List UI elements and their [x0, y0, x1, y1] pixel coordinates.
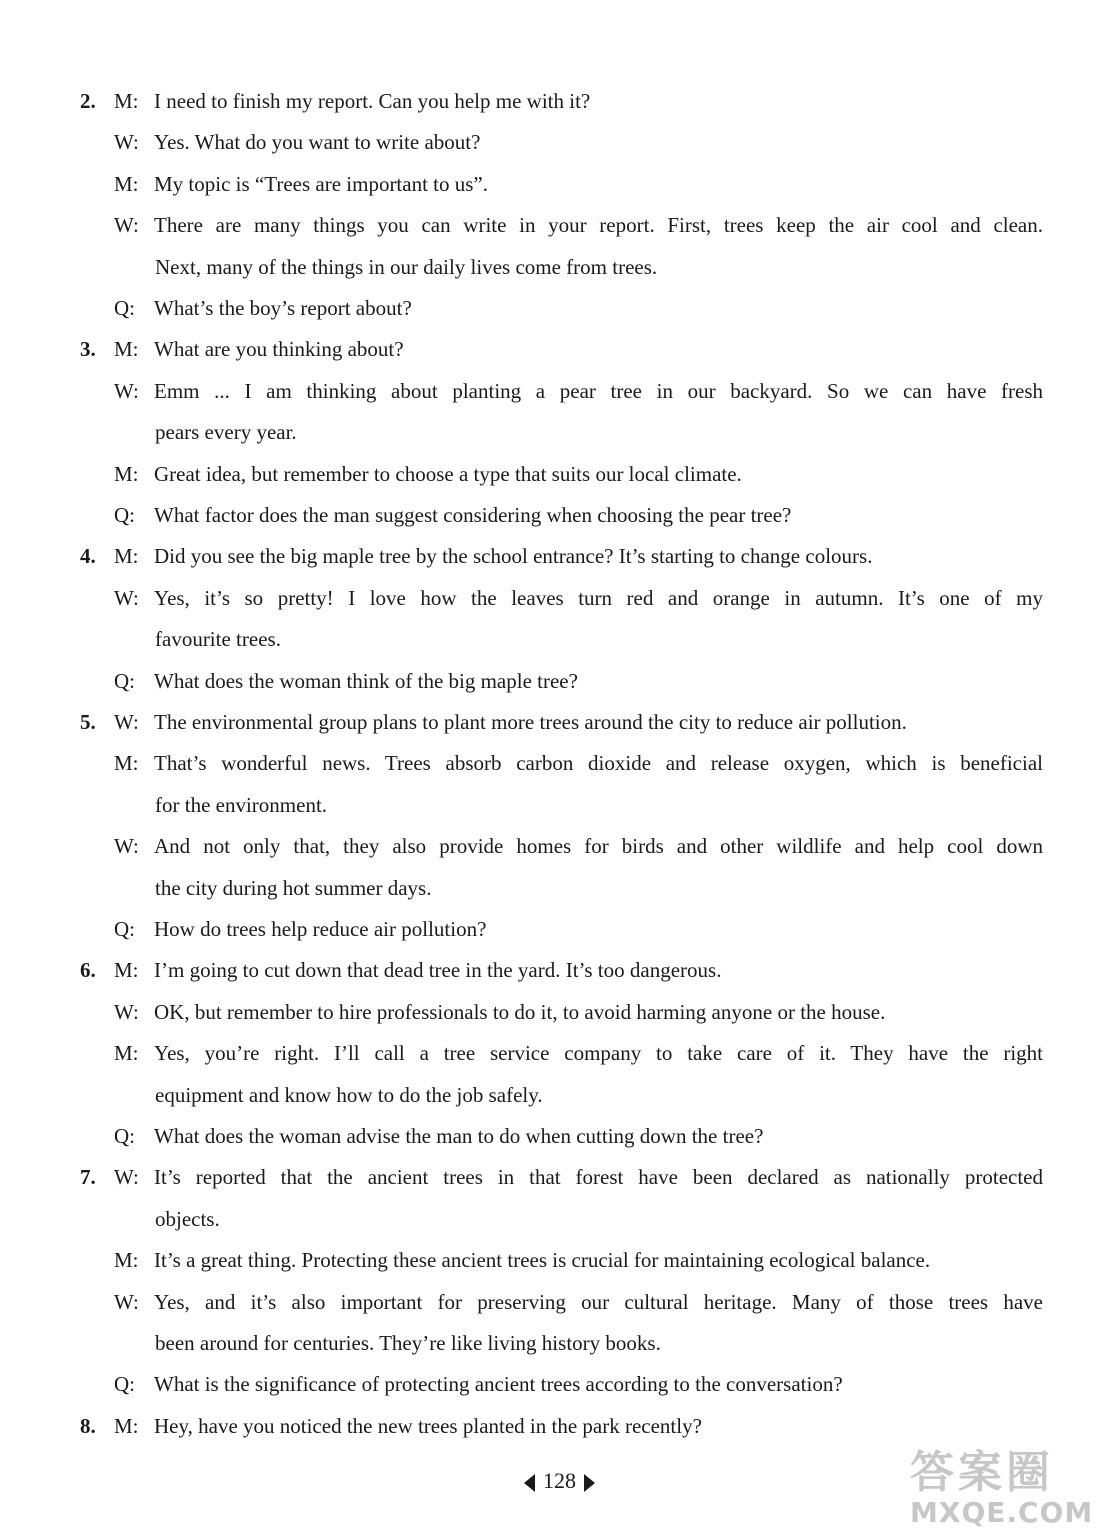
dialogue-continuation: [155, 1080, 543, 1110]
utterance-text: It’s reported that the ancient trees in that forest have been declared as nationally protected: [154, 1165, 1043, 1189]
question-number: 6.: [80, 958, 96, 982]
utterance-text: pears every year.: [155, 420, 297, 444]
speaker-label: M:: [114, 958, 139, 982]
utterance-text: The environmental group plans to plant more trees around the city to reduce air pollution.: [154, 710, 907, 734]
watermark-site-text: MXQE.COM: [910, 1496, 1094, 1529]
dialogue-continuation: [155, 790, 327, 820]
utterance-text: OK, but remember to hire professionals to do it, to avoid harming anyone or the house.: [154, 1000, 886, 1024]
speaker-label: Q:: [114, 1372, 135, 1396]
dialogue-line: [114, 831, 1043, 861]
speaker-label: W:: [114, 379, 139, 403]
speaker-label: W:: [114, 213, 139, 237]
utterance-text: Great idea, but remember to choose a type that suits our local climate.: [154, 462, 742, 486]
utterance-text: Did you see the big maple tree by the school entrance? It’s starting to change colours.: [154, 544, 873, 568]
dialogue-line: [114, 459, 742, 489]
utterance-text: What factor does the man suggest considering when choosing the pear tree?: [154, 503, 792, 527]
speaker-label: M:: [114, 462, 139, 486]
speaker-label: Q:: [114, 917, 135, 941]
question-first-line: [80, 1162, 1043, 1192]
question-first-line: [80, 1411, 702, 1441]
speaker-label: W:: [114, 834, 139, 858]
question-number: 7.: [80, 1165, 96, 1189]
dialogue-line: [114, 500, 791, 530]
utterance-text: What’s the boy’s report about?: [154, 296, 412, 320]
utterance-text: the city during hot summer days.: [155, 876, 432, 900]
utterance-text: Hey, have you noticed the new trees planted in the park recently?: [154, 1414, 702, 1438]
dialogue-line: [114, 210, 1043, 240]
utterance-text: How do trees help reduce air pollution?: [154, 917, 487, 941]
speaker-label: W:: [114, 710, 139, 734]
speaker-label: W:: [114, 1000, 139, 1024]
utterance-text: What are you thinking about?: [154, 337, 404, 361]
utterance-text: been around for centuries. They’re like living history books.: [155, 1331, 661, 1355]
utterance-text: for the environment.: [155, 793, 328, 817]
speaker-label: M:: [114, 172, 139, 196]
utterance-text: Next, many of the things in our daily lives come from trees.: [155, 255, 658, 279]
dialogue-line: [114, 914, 486, 944]
dialogue-line: [114, 1038, 1043, 1068]
speaker-label: M:: [114, 337, 139, 361]
question-number: 3.: [80, 337, 96, 361]
utterance-text: What does the woman think of the big maple tree?: [154, 669, 578, 693]
question-first-line: [80, 955, 721, 985]
question-first-line: [80, 541, 872, 571]
dialogue-continuation: [155, 1204, 220, 1234]
speaker-label: W:: [114, 1165, 139, 1189]
watermark-logo: [910, 1448, 1110, 1532]
utterance-text: And not only that, they also provide homes for birds and other wildlife and help cool down: [154, 834, 1043, 858]
speaker-label: W:: [114, 130, 139, 154]
utterance-text: Yes. What do you want to write about?: [154, 130, 481, 154]
dialogue-line: [114, 1287, 1043, 1317]
speaker-label: W:: [114, 1290, 139, 1314]
dialogue-line: [114, 748, 1043, 778]
dialogue-line: [114, 666, 578, 696]
dialogue-line: [114, 1121, 763, 1151]
question-number: 8.: [80, 1414, 96, 1438]
speaker-label: M:: [114, 1041, 139, 1065]
utterance-text: What is the significance of protecting ancient trees according to the conversation?: [154, 1372, 843, 1396]
page-number: 128: [543, 1468, 576, 1493]
utterance-text: Yes, and it’s also important for preserving our cultural heritage. Many of those trees have: [154, 1290, 1043, 1314]
speaker-label: M:: [114, 1414, 139, 1438]
utterance-text: equipment and know how to do the job safely.: [155, 1083, 543, 1107]
watermark-chinese-text: 答案圈: [910, 1447, 1054, 1498]
speaker-label: M:: [114, 1248, 139, 1272]
question-number: 4.: [80, 544, 96, 568]
utterance-text: My topic is “Trees are important to us”.: [154, 172, 489, 196]
speaker-label: Q:: [114, 503, 135, 527]
dialogue-line: [114, 127, 480, 157]
utterance-text: That’s wonderful news. Trees absorb carbon dioxide and release oxygen, which is beneficial: [154, 751, 1043, 775]
question-number: 2.: [80, 89, 96, 113]
question-first-line: [80, 707, 907, 737]
speaker-label: M:: [114, 544, 139, 568]
dialogue-continuation: [155, 624, 281, 654]
utterance-text: There are many things you can write in your report. First, trees keep the air cool and clean.: [154, 213, 1043, 237]
utterance-text: It’s a great thing. Protecting these ancient trees is crucial for maintaining ecological balance.: [154, 1248, 931, 1272]
question-number: 5.: [80, 710, 96, 734]
speaker-label: Q:: [114, 669, 135, 693]
dialogue-line: [114, 1369, 843, 1399]
dialogue-line: [114, 293, 412, 323]
utterance-text: What does the woman advise the man to do when cutting down the tree?: [154, 1124, 764, 1148]
dialogue-line: [114, 376, 1043, 406]
speaker-label: M:: [114, 751, 139, 775]
prev-page-triangle-icon: [524, 1474, 535, 1492]
utterance-text: Yes, you’re right. I’ll call a tree service company to take care of it. They have the right: [154, 1041, 1043, 1065]
dialogue-line: [114, 169, 488, 199]
dialogue-continuation: [155, 873, 431, 903]
dialogue-line: [114, 997, 885, 1027]
dialogue-line: [114, 583, 1043, 613]
speaker-label: M:: [114, 89, 139, 113]
utterance-text: I’m going to cut down that dead tree in the yard. It’s too dangerous.: [154, 958, 722, 982]
next-page-triangle-icon: [584, 1474, 595, 1492]
utterance-text: I need to finish my report. Can you help me with it?: [154, 89, 591, 113]
dialogue-continuation: [155, 252, 657, 282]
dialogue-line: [114, 1245, 930, 1275]
utterance-text: favourite trees.: [155, 627, 281, 651]
speaker-label: Q:: [114, 1124, 135, 1148]
dialogue-continuation: [155, 1328, 661, 1358]
question-first-line: [80, 86, 590, 116]
utterance-text: objects.: [155, 1207, 220, 1231]
dialogue-continuation: [155, 417, 297, 447]
speaker-label: Q:: [114, 296, 135, 320]
speaker-label: W:: [114, 586, 139, 610]
utterance-text: Emm ... I am thinking about planting a pear tree in our backyard. So we can have fresh: [154, 379, 1043, 403]
utterance-text: Yes, it’s so pretty! I love how the leaves turn red and orange in autumn. It’s one of my: [154, 586, 1043, 610]
question-first-line: [80, 334, 404, 364]
